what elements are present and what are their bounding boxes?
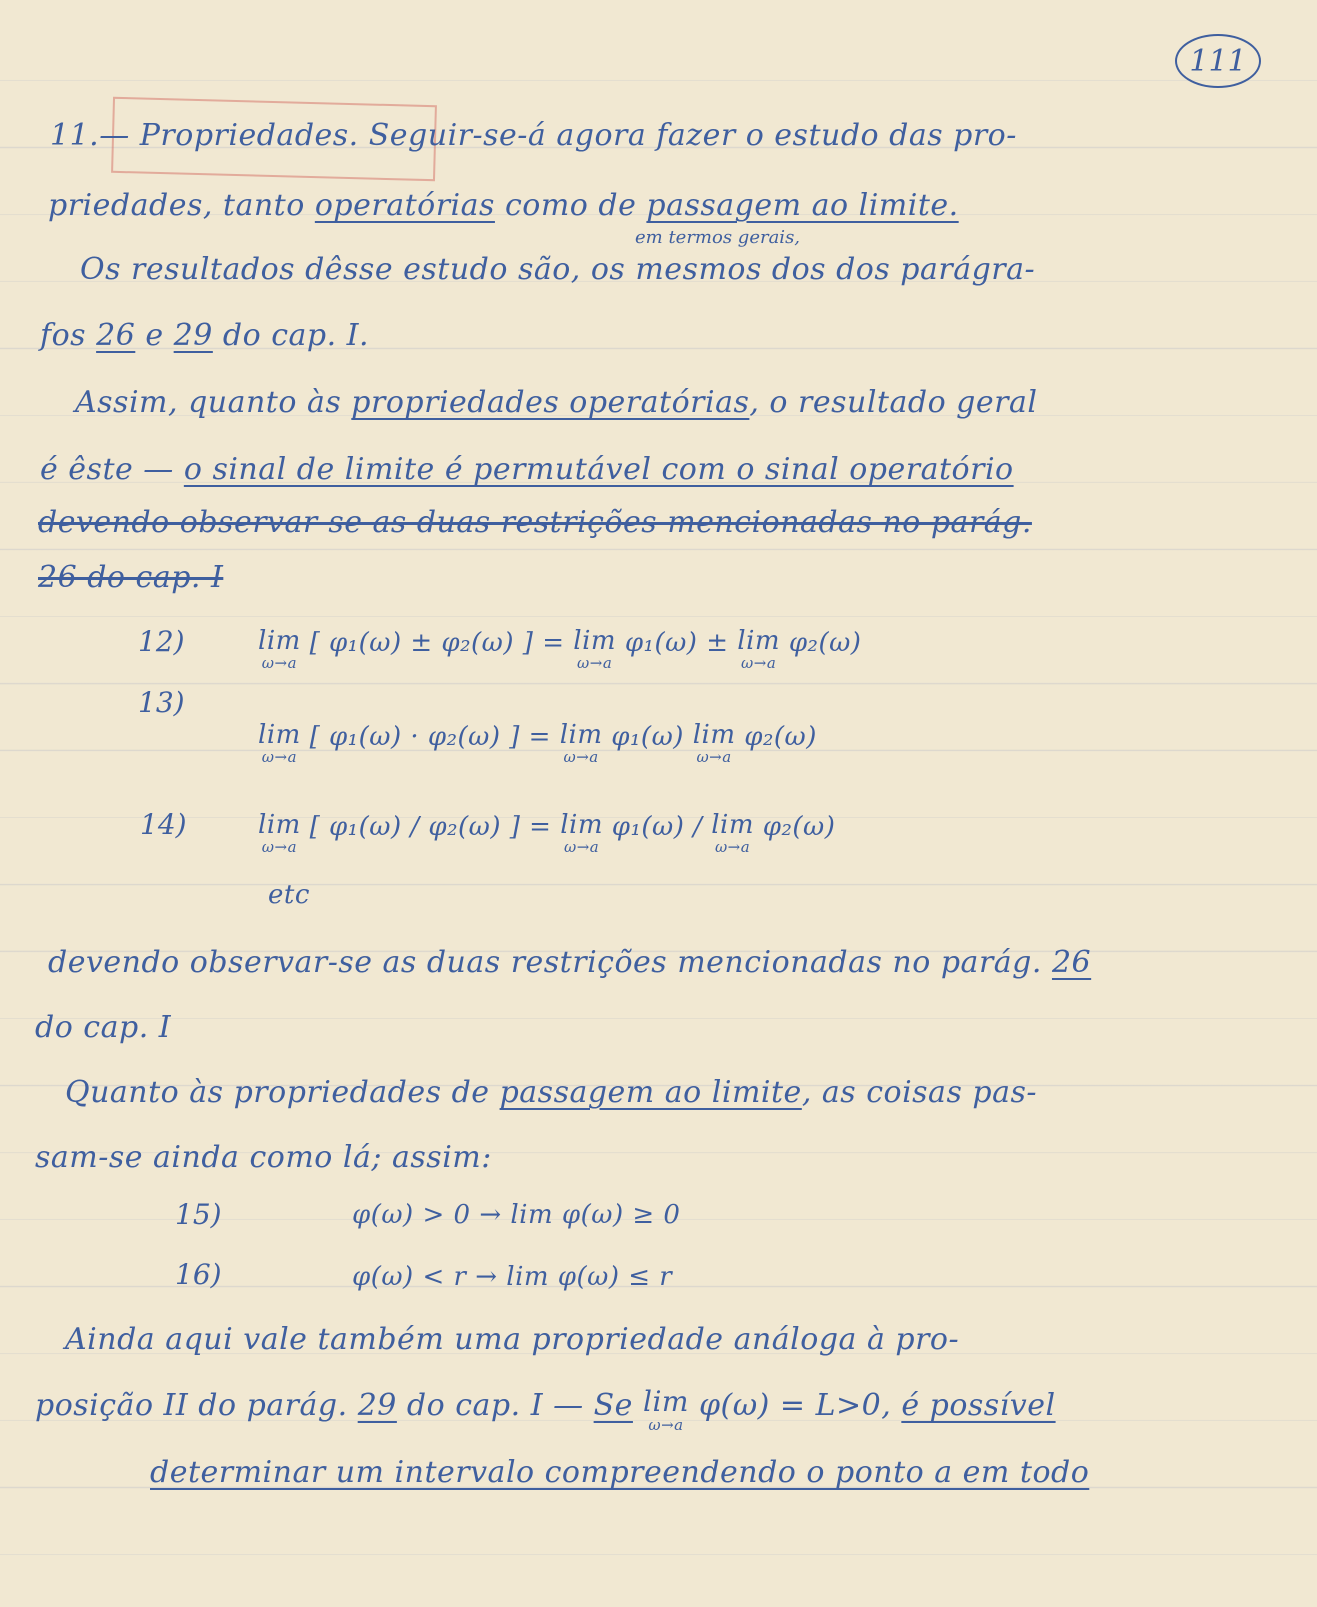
- etc-text: etc: [268, 880, 310, 910]
- limit-operator: [560, 812, 603, 855]
- underlined-26: 26: [96, 318, 136, 353]
- lim-word: lim: [258, 626, 301, 656]
- equation-term: φ₁(ω): [611, 722, 684, 752]
- equation-number-15: 15): [175, 1198, 222, 1231]
- equation-12: [258, 628, 861, 671]
- underlined-passagem: passagem ao limite.: [646, 188, 959, 223]
- lim-word: lim: [559, 720, 603, 750]
- lim-subscript: ω→a: [648, 1416, 684, 1434]
- equation-15: φ(ω) > 0 → lim φ(ω) ≥ 0: [352, 1200, 681, 1230]
- equation-term: [ φ₁(ω) ± φ₂(ω) ] =: [309, 628, 565, 658]
- limit-operator: [258, 628, 301, 671]
- limit-operator: [711, 812, 754, 855]
- underlined-26: 26: [1051, 945, 1092, 980]
- underlined-29: 29: [357, 1388, 397, 1423]
- text-fragment: devendo observar-se as duas restrições mencionadas no parág.: [48, 945, 1042, 980]
- underlined-sinal-de-limite: o sinal de limite é permutável com o sinal operatório: [183, 452, 1014, 487]
- equation-14: [258, 812, 835, 855]
- lim-subscript: ω→a: [577, 654, 613, 672]
- limit-operator: [642, 1385, 689, 1434]
- equation-term: φ₁(ω) /: [611, 812, 703, 842]
- equation-term: [ φ₁(ω) · φ₂(ω) ] =: [309, 722, 551, 752]
- lim-word: lim: [258, 720, 301, 750]
- equation-number-12: 12): [138, 625, 185, 658]
- text-fragment: fos: [40, 318, 87, 353]
- equation-term: φ₂(ω): [788, 628, 862, 658]
- text-line-6: [40, 452, 1014, 487]
- text-line-1: 11.— Propriedades. Seguir-se-á agora fazer o estudo das pro-: [50, 118, 1017, 153]
- text-fragment: como de: [504, 188, 637, 223]
- text-fragment: , as coisas pas-: [801, 1075, 1037, 1110]
- text-line-sam: sam-se ainda como lá; assim:: [35, 1140, 492, 1175]
- limit-operator: [737, 628, 780, 671]
- lim-subscript: ω→a: [261, 654, 298, 672]
- underlined-operatorias: operatórias: [314, 188, 495, 223]
- lim-subscript: ω→a: [563, 838, 600, 856]
- lim-word: lim: [573, 626, 617, 656]
- underlined-se: Se: [593, 1388, 633, 1423]
- text-fragment: φ(ω) = L>0,: [699, 1388, 892, 1423]
- lim-subscript: ω→a: [261, 838, 298, 856]
- lim-word: lim: [560, 810, 604, 840]
- text-fragment: do cap. I —: [406, 1388, 584, 1423]
- limit-operator: [258, 812, 301, 855]
- text-fragment: , o resultado geral: [749, 385, 1038, 420]
- equation-term: φ₁(ω) ±: [624, 628, 729, 658]
- lim-subscript: ω→a: [714, 838, 751, 856]
- lim-word: lim: [642, 1385, 689, 1418]
- equation-term: [ φ₁(ω) / φ₂(ω) ] =: [309, 812, 552, 842]
- page-number: 111: [1175, 34, 1261, 88]
- text-fragment: do cap. I.: [222, 318, 370, 353]
- text-line-last: determinar um intervalo compreendendo o ponto a em todo: [150, 1455, 1090, 1490]
- text-fragment: Quanto às propriedades de: [65, 1075, 490, 1110]
- lim-subscript: ω→a: [741, 654, 777, 672]
- equation-13: [258, 722, 817, 765]
- text-line-3: Os resultados dêsse estudo são, os mesmos dos dos parágra-: [80, 252, 1036, 287]
- lim-word: lim: [692, 720, 736, 750]
- equation-16: φ(ω) < r → lim φ(ω) ≤ r: [352, 1262, 673, 1292]
- lim-word: lim: [737, 626, 781, 656]
- text-line-5: [75, 385, 1037, 420]
- limit-operator: [560, 722, 603, 765]
- equation-number-13: 13): [138, 686, 185, 719]
- text-fragment: Assim, quanto às: [75, 385, 342, 420]
- limit-operator: [573, 628, 616, 671]
- lim-word: lim: [258, 810, 301, 840]
- text-fragment: e: [145, 318, 164, 353]
- text-line-devendo: [48, 945, 1091, 980]
- insertion-note: em termos gerais,: [635, 227, 801, 248]
- lim-subscript: ω→a: [696, 748, 732, 766]
- equation-number-14: 14): [140, 808, 187, 841]
- lim-subscript: ω→a: [261, 748, 298, 766]
- lim-word: lim: [711, 810, 754, 840]
- text-line-2: [48, 188, 959, 223]
- limit-operator: [693, 722, 736, 765]
- lim-subscript: ω→a: [563, 748, 599, 766]
- text-line-4: [40, 318, 369, 353]
- underlined-propriedades-operatorias: propriedades operatórias: [351, 385, 750, 420]
- text-line-quanto: [65, 1075, 1037, 1110]
- struck-line-2: 26 do cap. I: [38, 560, 224, 595]
- text-fragment: é êste —: [40, 452, 174, 487]
- text-line-ainda: Ainda aqui vale também uma propriedade análoga à pro-: [65, 1322, 960, 1357]
- limit-operator: [258, 722, 301, 765]
- underlined-passagem-ao-limite: passagem ao limite: [499, 1075, 802, 1110]
- struck-line-1: devendo observar-se as duas restrições mencionadas no parág.: [38, 505, 1032, 540]
- equation-term: φ₂(ω): [762, 812, 836, 842]
- text-line-posicao: [35, 1385, 1056, 1434]
- text-line-cap: do cap. I: [35, 1010, 172, 1045]
- underlined-29: 29: [173, 318, 213, 353]
- underlined-e-possivel: é possível: [901, 1388, 1056, 1423]
- text-fragment: priedades, tanto: [48, 188, 305, 223]
- text-fragment: posição II do parág.: [35, 1388, 348, 1423]
- equation-number-16: 16): [175, 1258, 222, 1291]
- equation-term: φ₂(ω): [744, 722, 817, 752]
